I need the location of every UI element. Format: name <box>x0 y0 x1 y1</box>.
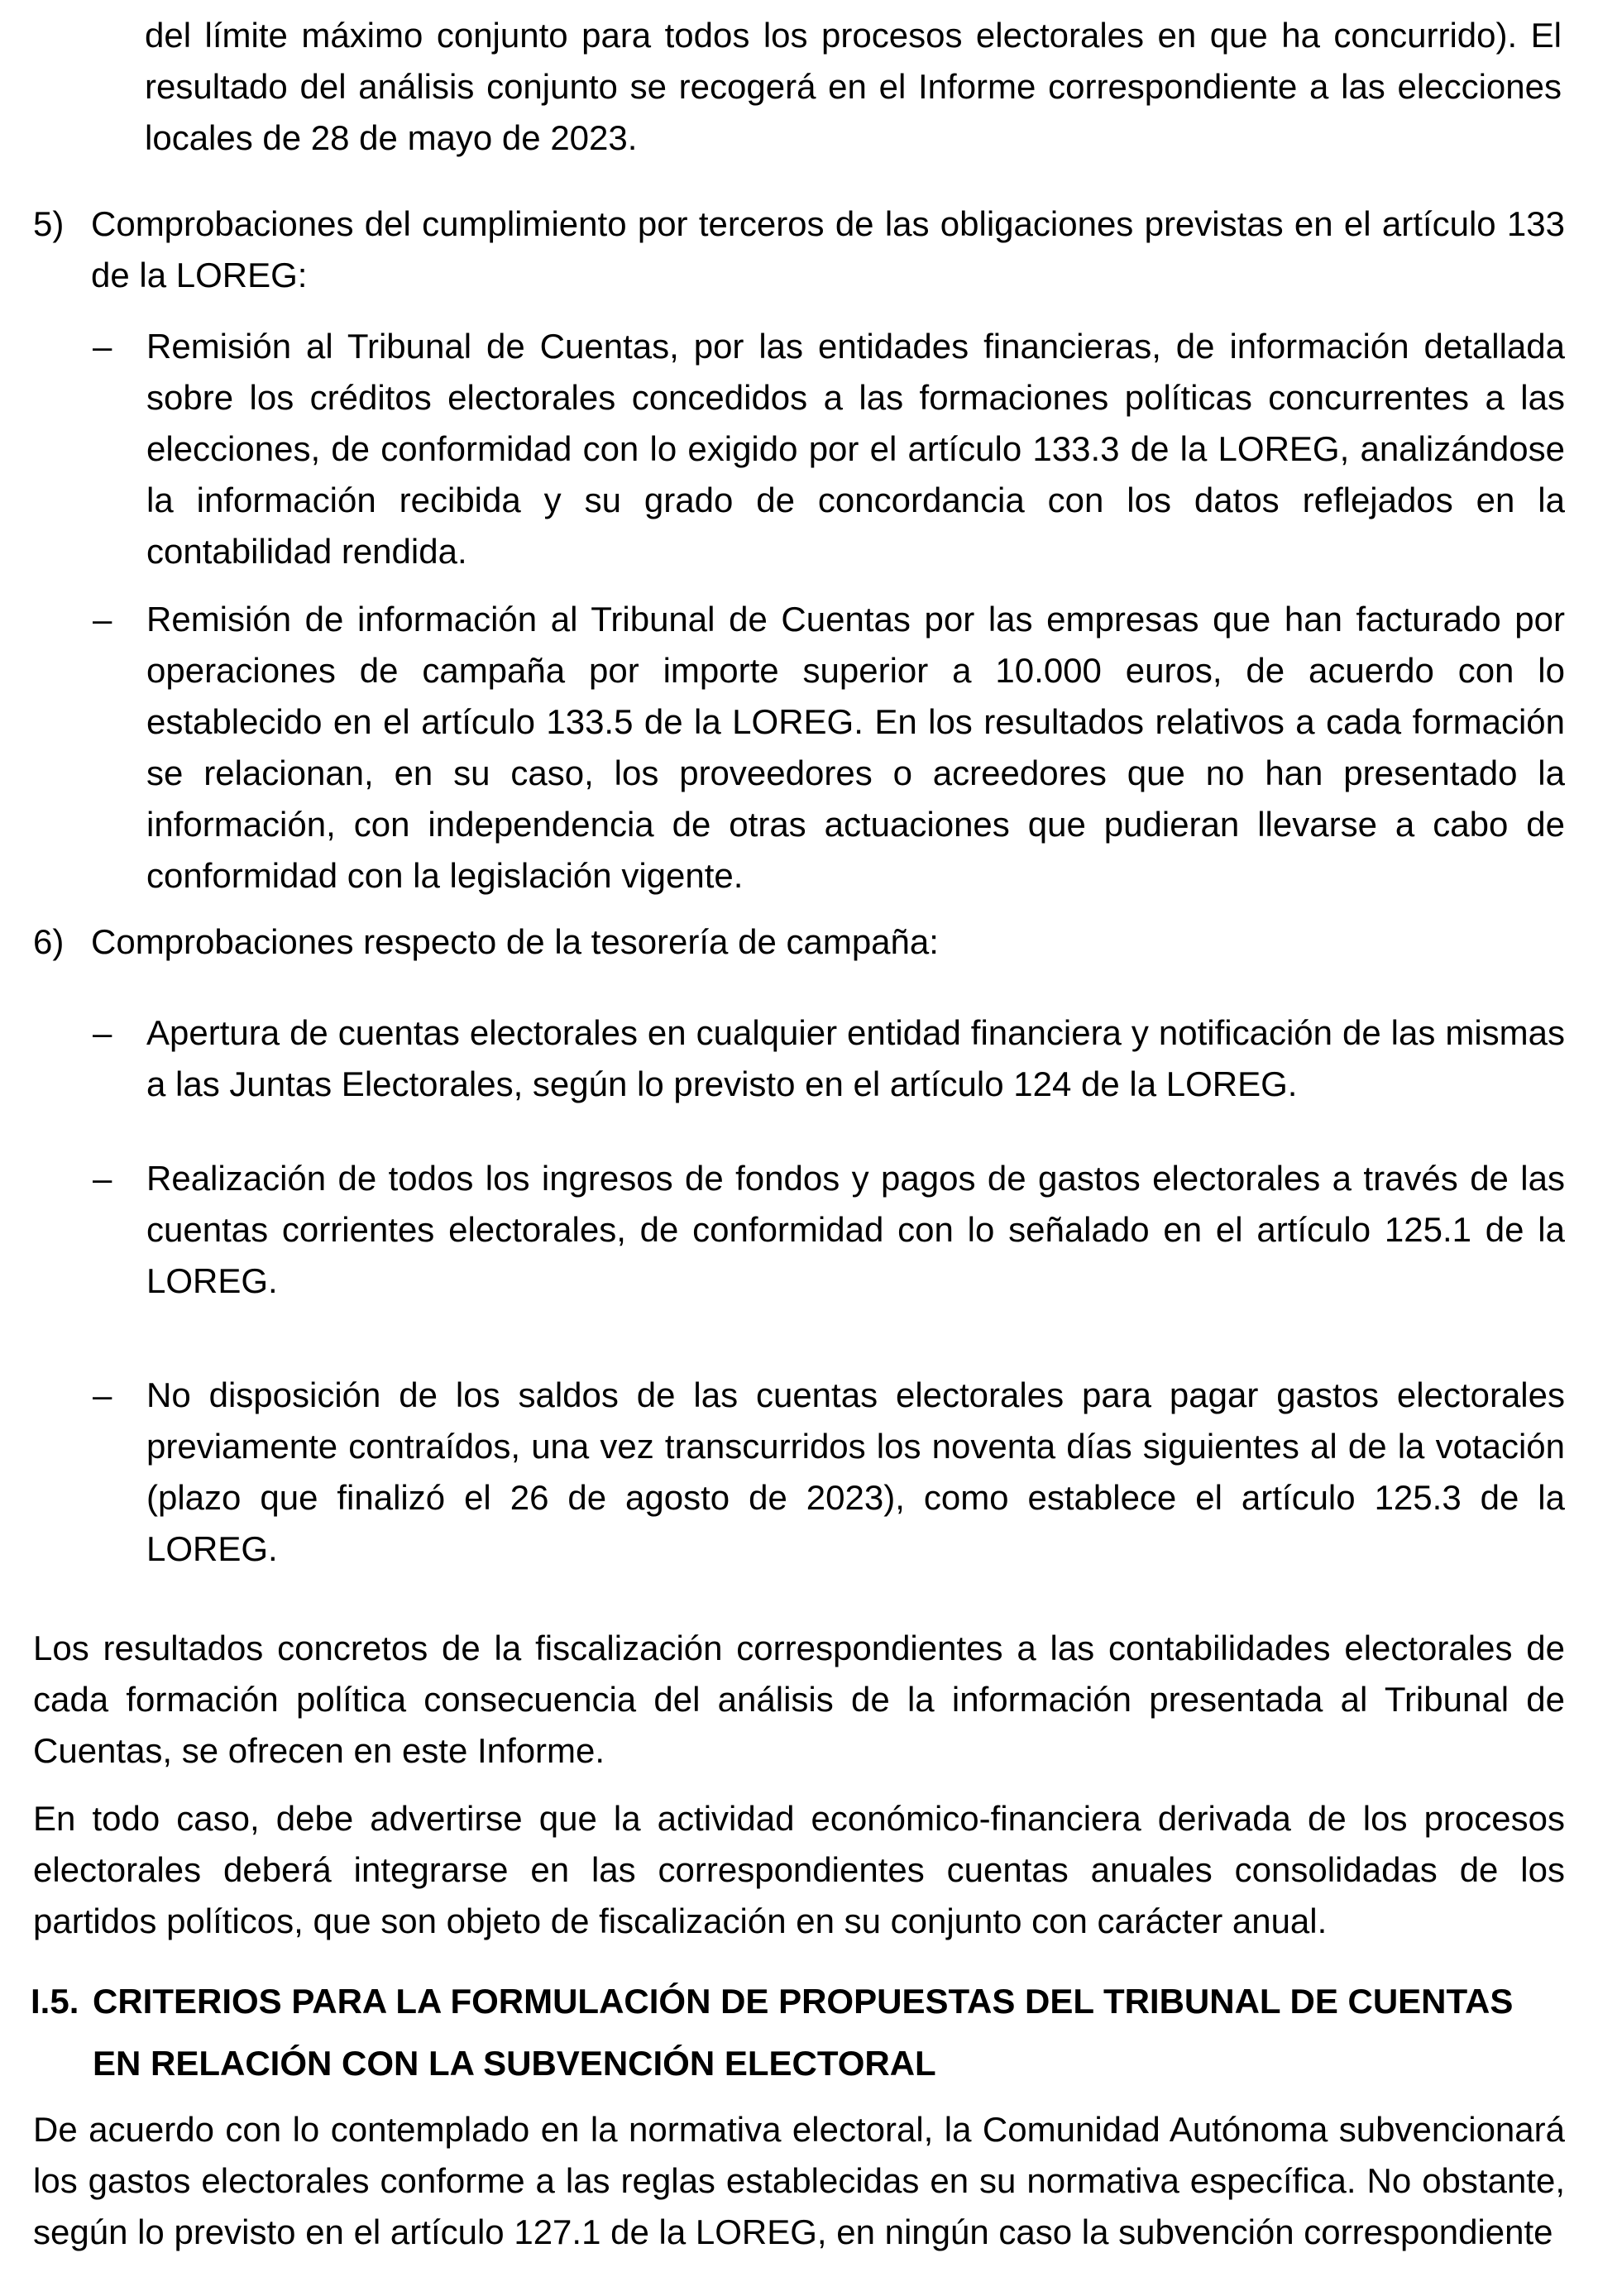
dash-bullet-icon: – <box>93 1375 112 1414</box>
item-number: 5) <box>33 204 65 243</box>
bullet-text: No disposición de los saldos de las cuentas electorales para pagar gastos electorales previamente contraídos, una vez transcurridos los noventa días siguientes al de la votación (plazo que finalizó el 26 de agosto de 2023), como establece el artículo 125.3 de la LOREG. <box>146 1375 1565 1568</box>
bullet-text: Remisión de información al Tribunal de Cuentas por las empresas que han facturado por operaciones de campaña por importe superior a 10.000 euros, de acuerdo con lo establecido en el artículo 133.5 de la LOREG. En los resultados relativos a cada formación se relacionan, en su caso, los proveedores o acreedores que no han presentado la información, con independencia de otras actuaciones que pudieran llevarse a cabo de conformidad con la legislación vigente. <box>146 600 1565 895</box>
dash-bullet-icon: – <box>93 1013 112 1052</box>
bullet-item <box>93 1153 1565 1307</box>
dash-bullet-icon: – <box>93 327 112 366</box>
item-text: Comprobaciones del cumplimiento por terceros de las obligaciones previstas en el artículo 133 de la LOREG: <box>91 204 1565 294</box>
item-text: Comprobaciones respecto de la tesorería de campaña: <box>91 922 939 961</box>
section-heading <box>31 1970 1565 2094</box>
annual-consolidation-paragraph: En todo caso, debe advertirse que la actividad económico-financiera derivada de los procesos electorales deberá integrarse en las correspondientes cuentas anuales consolidadas de los partidos políticos, que son objeto de fiscalización en su conjunto con carácter anual. <box>33 1799 1565 1940</box>
bullet-text: Remisión al Tribunal de Cuentas, por las entidades financieras, de información detallada sobre los créditos electorales concedidos a las formaciones políticas concurrentes a las elecciones, de conformidad con lo exigido por el artículo 133.3 de la LOREG, analizándose la información recibida y su grado de concordancia con los datos reflejados en la contabilidad rendida. <box>146 327 1565 571</box>
section-title: CRITERIOS PARA LA FORMULACIÓN DE PROPUESTAS DEL TRIBUNAL DE CUENTAS EN RELACIÓN CON LA SUBVENCIÓN ELECTORAL <box>93 1982 1514 2083</box>
bullet-text: Apertura de cuentas electorales en cualquier entidad financiera y notificación de las mismas a las Juntas Electorales, según lo previsto en el artículo 124 de la LOREG. <box>146 1013 1565 1103</box>
intro-paragraph: del límite máximo conjunto para todos los procesos electorales en que ha concurrido). El resultado del análisis conjunto se recogerá en el Informe correspondiente a las elecciones locales de 28 de mayo de 2023. <box>145 16 1562 157</box>
numbered-item-6 <box>33 916 1565 968</box>
bullet-item <box>93 1007 1565 1110</box>
dash-bullet-icon: – <box>93 600 112 639</box>
results-paragraph: Los resultados concretos de la fiscalización correspondientes a las contabilidades electorales de cada formación política consecuencia del análisis de la información presentada al Tribunal de Cuentas, se ofrecen en este Informe. <box>33 1629 1565 1770</box>
bullet-text: Realización de todos los ingresos de fondos y pagos de gastos electorales a través de las cuentas corrientes electorales, de conformidad con lo señalado en el artículo 125.1 de la LOREG. <box>146 1159 1565 1300</box>
bullet-item <box>93 594 1565 902</box>
final-paragraph: De acuerdo con lo contemplado en la normativa electoral, la Comunidad Autónoma subvencionará los gastos electorales conforme a las reglas establecidas en su normativa específica. No obstante, según lo previsto en el artículo 127.1 de la LOREG, en ningún caso la subvención correspondiente <box>33 2110 1565 2251</box>
dash-bullet-icon: – <box>93 1159 112 1198</box>
section-number: I.5. <box>31 1982 79 2021</box>
bullet-item <box>93 321 1565 577</box>
numbered-item-5 <box>33 199 1565 301</box>
bullet-item <box>93 1370 1565 1575</box>
item-number: 6) <box>33 922 65 961</box>
